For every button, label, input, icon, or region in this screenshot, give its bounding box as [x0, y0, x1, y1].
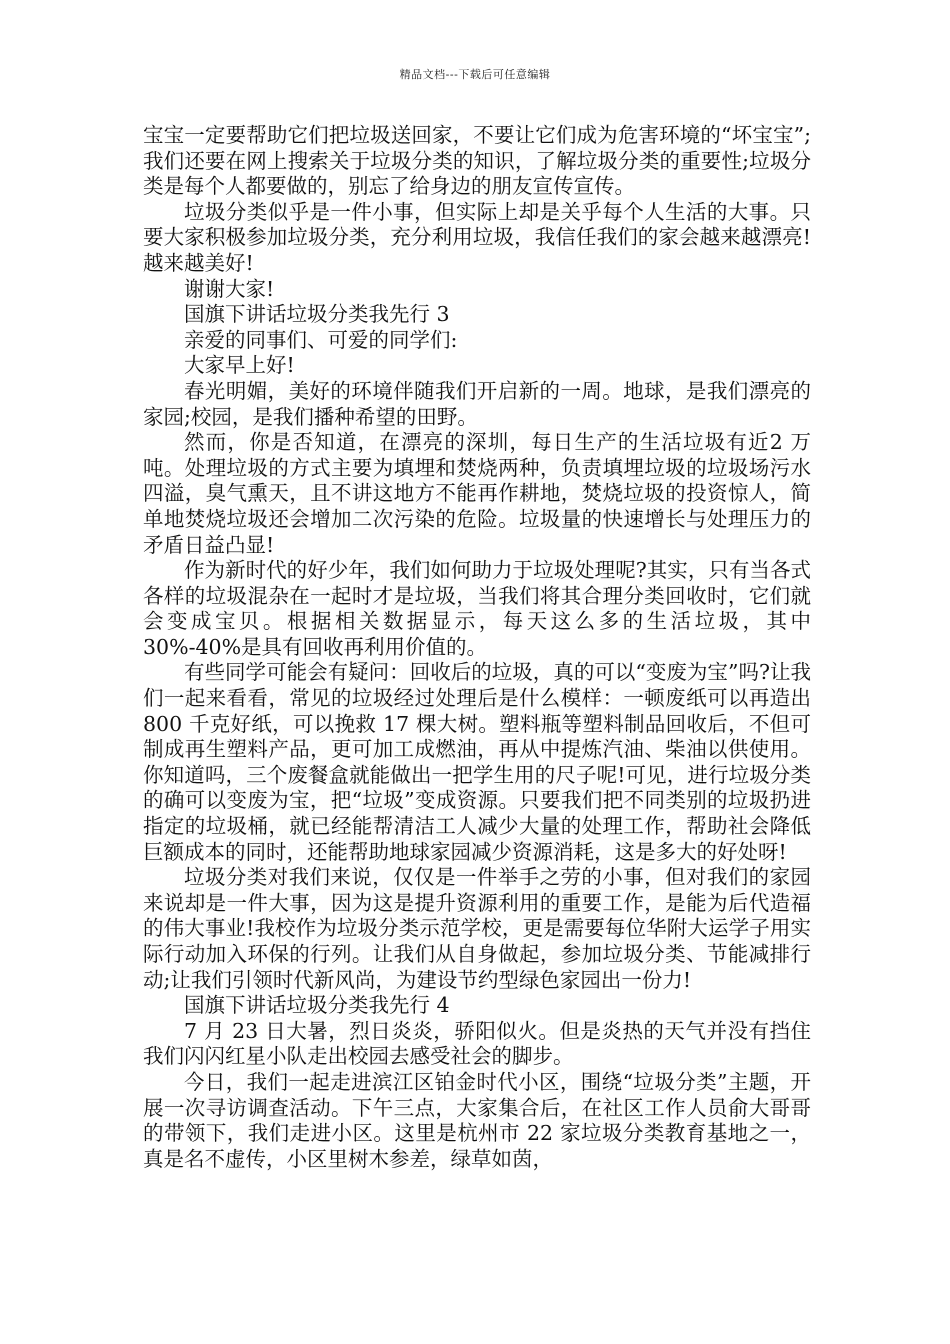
- paragraph: 然而，你是否知道，在漂亮的深圳，每日生产的生活垃圾有近2 万吨。处理垃圾的方式主要为填埋和焚烧两种，负责填埋垃圾的垃圾场污水四溢，臭气熏天，且不讲这地方不能再作耕地，焚烧垃圾的投资惊人，简单地焚烧垃圾还会增加二次污染的危险。垃圾量的快速增长与处理压力的矛盾日益凸显!: [143, 430, 811, 557]
- paragraph: 7 月 23 日大暑，烈日炎炎，骄阳似火。但是炎热的天气并没有挡住我们闪闪红星小队走出校园去感受社会的脚步。: [143, 1018, 811, 1069]
- paragraph: 今日，我们一起走进滨江区铂金时代小区，围绕“垃圾分类”主题，开展一次寻访调查活动。下午三点，大家集合后，在社区工作人员俞大哥哥的带领下，我们走进小区。这里是杭州市 22 家垃圾分类教育基地之一，真是名不虚传，小区里树木参差，绿草如茵，: [143, 1069, 811, 1171]
- greeting: 大家早上好!: [184, 353, 295, 378]
- paragraph: 宝宝一定要帮助它们把垃圾送回家，不要让它们成为危害环境的“坏宝宝”;我们还要在网上搜索关于垃圾分类的知识，了解垃圾分类的重要性;垃圾分类是每个人都要做的，别忘了给身边的朋友宣传宣传。: [143, 123, 811, 199]
- paragraph: 作为新时代的好少年，我们如何助力于垃圾处理呢?其实，只有当各式各样的垃圾混杂在一起时才是垃圾，当我们将其合理分类回收时，它们就会变成宝贝。根据相关数据显示，每天这么多的生活垃圾，其中 30%-40%是具有回收再利用价值的。: [143, 558, 811, 659]
- paragraph: 有些同学可能会有疑问：回收后的垃圾，真的可以“变废为宝”吗?让我们一起来看看，常见的垃圾经过处理后是什么模样：一顿废纸可以再造出 800 千克好纸，可以挽救 17 棵大树。塑料瓶等塑料制品回收后，不但可制成再生塑料产品，更可加工成燃油，再从中提炼汽油、柴油以供使用。你知道吗，三个废餐盒就能做出一把学生用的尺子呢!可见，进行垃圾分类的确可以变废为宝，把“垃圾”变成资源。只要我们把不同类别的垃圾扔进指定的垃圾桶，就已经能帮清洁工人减少大量的处理工作，帮助社会降低巨额成本的同时，还能帮助地球家园减少资源消耗，这是多大的好处呀!: [143, 660, 811, 864]
- paragraph: 谢谢大家!: [184, 276, 275, 301]
- paragraph: 垃圾分类对我们来说，仅仅是一件举手之劳的小事，但对我们的家园来说却是一件大事，因为这是提升资源利用的重要工作，是能为后代造福的伟大事业!我校作为垃圾分类示范学校，更是需要每位华附大运学子用实际行动加入环保的行列。让我们从自身做起，参加垃圾分类、节能减排行动;让我们引领时代新风尚，为建设节约型绿色家园出一份力!: [143, 865, 811, 992]
- paragraph: 春光明媚，美好的环境伴随我们开启新的一周。地球，是我们漂亮的家园;校园，是我们播种希望的田野。: [143, 378, 811, 429]
- paragraph: 垃圾分类似乎是一件小事，但实际上却是关乎每个人生活的大事。只要大家积极参加垃圾分类，充分利用垃圾，我信任我们的家会越来越漂亮!越来越美好!: [143, 199, 811, 275]
- document-body: [143, 123, 811, 1172]
- page-header: 精品文档---下载后可任意编辑: [399, 68, 551, 81]
- section-heading: 国旗下讲话垃圾分类我先行 4: [184, 993, 450, 1018]
- salutation: 亲爱的同事们、可爱的同学们:: [184, 327, 458, 352]
- section-heading: 国旗下讲话垃圾分类我先行 3: [184, 302, 450, 327]
